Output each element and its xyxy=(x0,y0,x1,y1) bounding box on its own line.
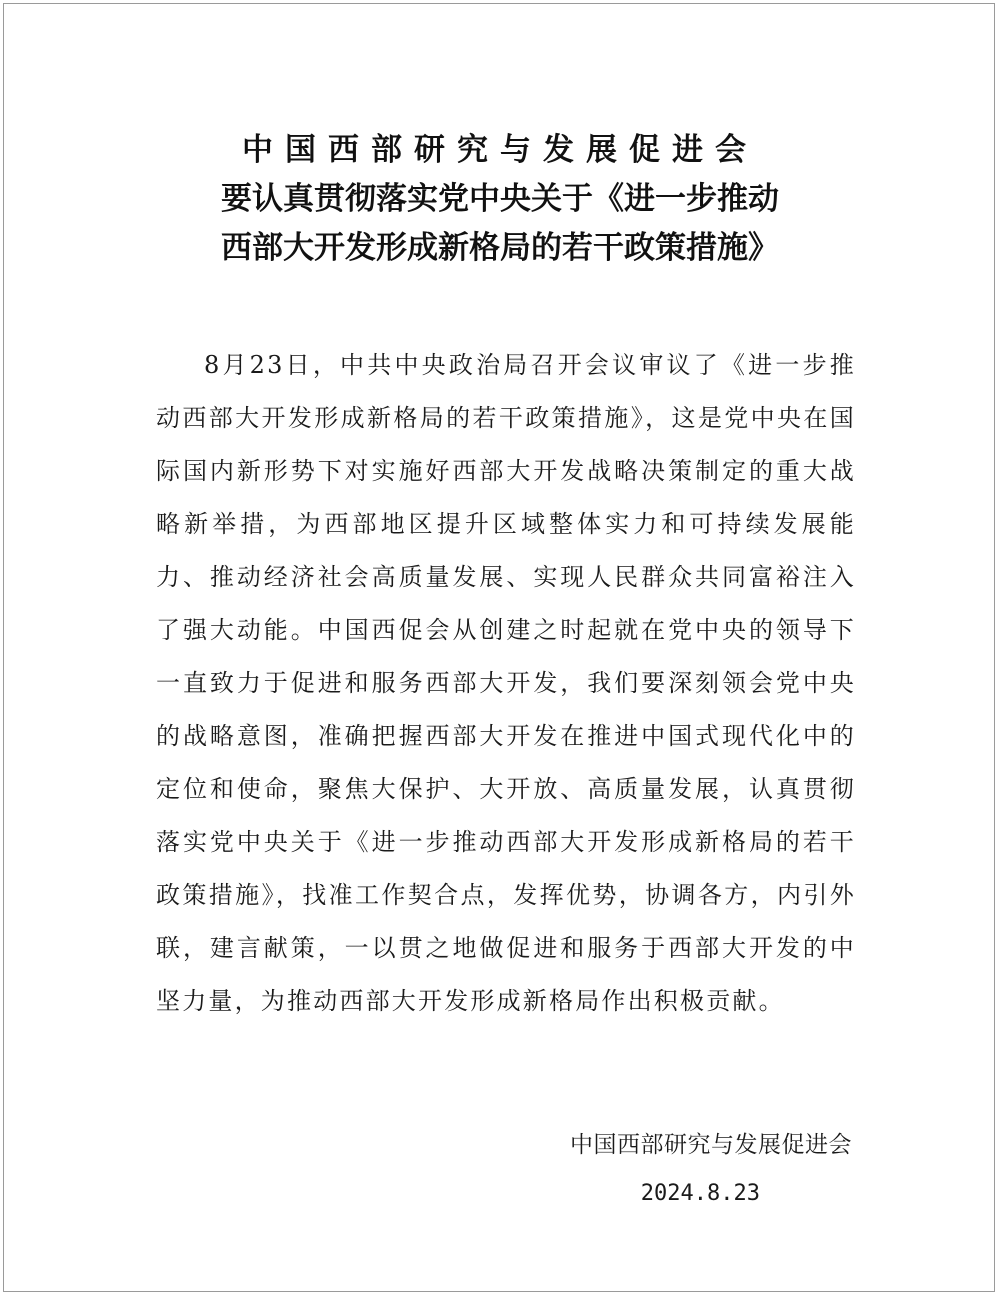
document-page xyxy=(3,3,995,1292)
title-line-organization: 中国西部研究与发展促进会 xyxy=(242,132,758,168)
title-line-3: 西部大开发形成新格局的若干政策措施》 xyxy=(221,230,779,266)
signature-date: 2024.8.23 xyxy=(640,1181,760,1206)
document-title xyxy=(4,126,996,273)
signature-organization: 中国西部研究与发展促进会 xyxy=(570,1132,852,1158)
title-line-2: 要认真贯彻落实党中央关于《进一步推动 xyxy=(221,181,779,217)
document-body-paragraph: 8月23日，中共中央政治局召开会议审议了《进一步推动西部大开发形成新格局的若干政策措施》，这是党中央在国际国内新形势下对实施好西部大开发战略决策制定的重大战略新举措，为西部地区提升区域整体实力和可持续发展能力、推动经济社会高质量发展、实现人民群众共同富裕注入了强大动能。中国西促会从创建之时起就在党中央的领导下一直致力于促进和服务西部大开发，我们要深刻领会党中央的战略意图，准确把握西部大开发在推进中国式现代化中的定位和使命，聚焦大保护、大开放、高质量发展，认真贯彻落实党中央关于《进一步推动西部大开发形成新格局的若干政策措施》，找准工作契合点，发挥优势，协调各方，内引外联，建言献策，一以贯之地做促进和服务于西部大开发的中坚力量，为推动西部大开发形成新格局作出积极贡献。 xyxy=(156,351,856,1015)
